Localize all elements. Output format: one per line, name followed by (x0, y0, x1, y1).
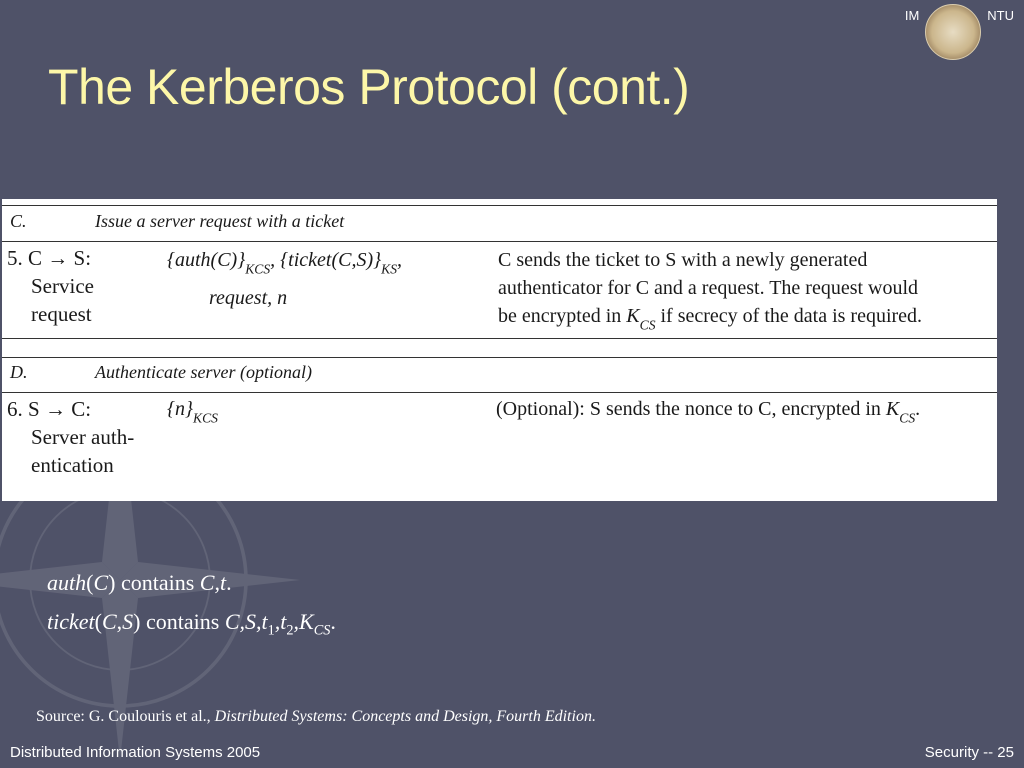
footer-page-number: Security -- 25 (924, 744, 1014, 761)
step6-description: (Optional): S sends the nonce to C, encrypted in $K_{CS}$. (496, 398, 921, 426)
section-d-title: Authenticate server (optional) (95, 362, 312, 382)
step6-message: $\{n\}_{KCS}$ (167, 398, 218, 426)
note-ticket: ticket(C,S) contains $C,S,t_1,t_2,K_{CS}$. (47, 609, 336, 639)
section-d-letter: D. (10, 362, 28, 382)
section-c-letter: C. (10, 211, 27, 231)
note-auth: auth(C) contains C,t. (47, 570, 232, 595)
footer-course: Distributed Information Systems 2005 (10, 744, 261, 761)
table-divider (2, 241, 997, 242)
header-im-label: IM (904, 8, 920, 23)
source-citation: Source: G. Coulouris et al., Distributed Systems: Concepts and Design, Fourth Edition. (36, 708, 596, 725)
step5-message: $\{auth(C)\}_{KCS}$, $\{ticket(C,S)\}_{KS}$, (167, 249, 402, 277)
header-ntu-label: NTU (987, 8, 1014, 23)
table-divider (2, 357, 997, 358)
notes (47, 563, 336, 651)
table-divider (2, 392, 997, 393)
slide-title: The Kerberos Protocol (cont.) (48, 59, 690, 115)
university-seal-icon (925, 4, 981, 60)
table-divider (2, 205, 997, 206)
header-logo (905, 4, 1014, 60)
step6-label: 6. S → C: Server auth- entication (7, 397, 135, 477)
protocol-table-image (2, 199, 997, 501)
section-c-title: Issue a server request with a ticket (95, 211, 345, 231)
step5-description: C sends the ticket to S with a newly generated authenticator for C and a request. The request would be encrypted in $K_{CS}$ if secrecy of the data is required. (498, 249, 923, 333)
step5-label: 5. C → S: Service request (7, 246, 94, 326)
step5-message-cont: request, n (209, 287, 288, 309)
